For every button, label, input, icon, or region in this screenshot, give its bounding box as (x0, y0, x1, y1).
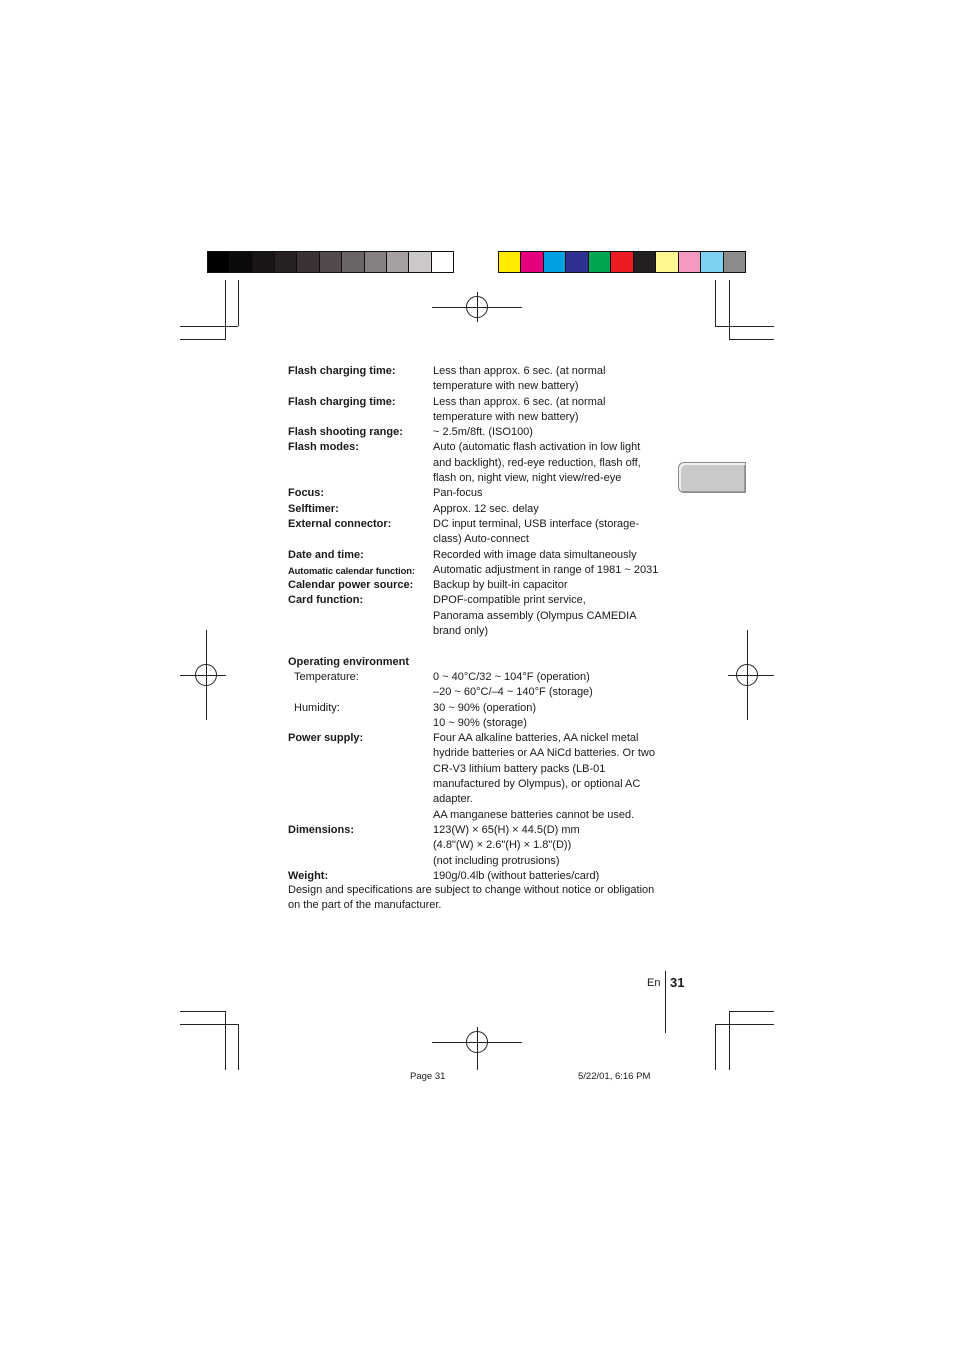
crop-mark (729, 1011, 774, 1012)
crop-mark (715, 1024, 774, 1025)
spec-value (433, 548, 678, 563)
spec-value (433, 731, 678, 823)
spec-value-line: Pan-focus (433, 487, 483, 500)
spec-label: External connector: (288, 517, 392, 530)
spec-value-line: and backlight), red-eye reduction, flash off, (433, 456, 641, 469)
spec-value (433, 639, 678, 654)
crop-mark (729, 1011, 730, 1070)
footer-page-label: Page 31 (410, 1071, 446, 1082)
spec-row (288, 502, 678, 517)
spec-value-line: AA manganese batteries cannot be used. (433, 808, 635, 821)
spec-value-line (433, 655, 678, 670)
spec-label: Date and time: (288, 548, 364, 561)
spec-value-line: (not including protrusions) (433, 854, 560, 867)
specifications-list (288, 364, 678, 884)
spec-row (288, 869, 678, 884)
spec-row (288, 701, 678, 732)
language-label: En (647, 977, 661, 989)
disclaimer-line: Design and specifications are subject to change without notice or obligation (288, 884, 655, 896)
spec-value-line: –20 ~ 60°C/–4 ~ 140°F (storage) (433, 686, 593, 699)
spec-value-line: Auto (automatic flash activation in low light (433, 441, 641, 454)
process-color-bar (498, 251, 746, 273)
section-tab (678, 462, 746, 493)
spec-value-line: class) Auto-connect (433, 533, 529, 546)
spec-label: Weight: (288, 869, 329, 882)
spec-value (433, 425, 678, 440)
color-swatch (611, 252, 633, 272)
spec-value-line: Approx. 12 sec. delay (433, 502, 539, 515)
spec-value (433, 593, 678, 639)
disclaimer-line: on the part of the manufacturer. (288, 899, 442, 912)
registration-circle (195, 664, 217, 686)
spec-row (288, 823, 678, 869)
spec-value-line (433, 639, 678, 654)
spec-label: Selftimer: (288, 502, 339, 515)
spec-value (433, 823, 678, 869)
spec-value (433, 364, 678, 395)
spec-label: Temperature: (294, 670, 359, 683)
spec-label: Operating environment (288, 655, 410, 668)
spec-value (433, 701, 678, 732)
page-number: 31 (670, 975, 685, 990)
spec-value-line: 10 ~ 90% (storage) (433, 716, 527, 729)
color-swatch (544, 252, 566, 272)
spec-row (288, 364, 678, 395)
spec-value-line: Less than approx. 6 sec. (at normal (433, 395, 606, 408)
spec-label: Power supply: (288, 732, 364, 745)
color-swatch (208, 252, 230, 272)
spec-value-line: Recorded with image data simultaneously (433, 548, 637, 561)
color-swatch (365, 252, 387, 272)
spec-row (288, 655, 678, 670)
color-swatch (320, 252, 342, 272)
spec-label: Automatic calendar function: (288, 564, 415, 576)
registration-circle (466, 296, 488, 318)
color-swatch (275, 252, 297, 272)
spec-value-line: hydride batteries or AA NiCd batteries. Or two (433, 747, 655, 760)
footer-timestamp: 5/22/01, 6:16 PM (578, 1071, 651, 1082)
spec-value-line: temperature with new battery) (433, 380, 579, 393)
spec-value (433, 440, 678, 486)
spec-value-line: 0 ~ 40°C/32 ~ 104°F (operation) (433, 670, 590, 683)
crop-mark (225, 1011, 226, 1070)
spec-value-line: flash on, night view, night view/red-eye (433, 472, 622, 485)
gray-color-bar (207, 251, 454, 273)
color-swatch (499, 252, 521, 272)
color-swatch (589, 252, 611, 272)
crop-mark (238, 1024, 239, 1070)
color-swatch (656, 252, 678, 272)
spec-label: Flash charging time: (288, 395, 396, 408)
spec-row (288, 440, 678, 486)
spec-value (433, 395, 678, 426)
spec-value-line: Four AA alkaline batteries, AA nickel metal (433, 732, 639, 745)
color-swatch (432, 252, 453, 272)
spec-value (433, 486, 678, 501)
page-number-divider (665, 971, 666, 1033)
spec-value (433, 563, 678, 578)
spec-value-line: Panorama assembly (Olympus CAMEDIA (433, 609, 637, 622)
spec-value-line: 30 ~ 90% (operation) (433, 701, 537, 714)
registration-circle (736, 664, 758, 686)
spec-value-line: ~ 2.5m/8ft. (ISO100) (433, 426, 533, 439)
spec-row (288, 578, 678, 593)
crop-mark (238, 280, 239, 326)
spec-row (288, 593, 678, 639)
spec-value-line: brand only) (433, 625, 489, 638)
crop-mark (715, 1024, 716, 1070)
spec-value (433, 670, 678, 701)
spec-label: Flash charging time: (288, 365, 396, 377)
spec-value-line: Backup by built-in capacitor (433, 579, 568, 592)
spec-value-line: DPOF-compatible print service, (433, 594, 586, 607)
color-swatch (521, 252, 543, 272)
registration-circle (466, 1031, 488, 1053)
spec-label: Flash modes: (288, 441, 359, 454)
spec-value-line: (4.8"(W) × 2.6"(H) × 1.8"(D)) (433, 839, 572, 852)
spec-value (433, 502, 678, 517)
crop-mark (180, 339, 225, 340)
spec-value (433, 869, 678, 884)
spec-value-line: manufactured by Olympus), or optional AC (433, 778, 641, 791)
spec-value-line: Less than approx. 6 sec. (at normal (433, 365, 606, 377)
spec-row (288, 395, 678, 426)
spec-value-line: adapter. (433, 793, 473, 806)
spec-value-line: Automatic adjustment in range of 1981 ~ 2031 (433, 563, 659, 576)
crop-mark (715, 326, 774, 327)
spec-label: Card function: (288, 594, 364, 607)
color-swatch (409, 252, 431, 272)
spec-value-line: 123(W) × 65(H) × 44.5(D) mm (433, 823, 580, 836)
spec-label: Humidity: (294, 701, 340, 714)
spec-label: Focus: (288, 487, 325, 500)
crop-mark (180, 1011, 225, 1012)
color-swatch (679, 252, 701, 272)
crop-mark (715, 280, 716, 326)
color-swatch (253, 252, 275, 272)
spec-value-line: CR-V3 lithium battery packs (LB-01 (433, 762, 606, 775)
disclaimer-note (288, 883, 654, 914)
spec-value-line: temperature with new battery) (433, 410, 579, 423)
crop-mark (729, 339, 774, 340)
spec-row (288, 639, 678, 654)
color-swatch (566, 252, 588, 272)
color-swatch (724, 252, 745, 272)
spec-row (288, 425, 678, 440)
spec-row (288, 563, 678, 578)
color-swatch (387, 252, 409, 272)
crop-mark (180, 326, 238, 327)
crop-mark (729, 280, 730, 340)
spec-value-line: DC input terminal, USB interface (storage- (433, 517, 640, 530)
color-swatch (297, 252, 319, 272)
spec-value (433, 655, 678, 670)
crop-mark (225, 280, 226, 340)
spec-value (433, 578, 678, 593)
spec-row (288, 548, 678, 563)
color-swatch (342, 252, 364, 272)
crop-mark (180, 1024, 238, 1025)
spec-label: Flash shooting range: (288, 426, 403, 439)
spec-row (288, 517, 678, 548)
spec-row (288, 731, 678, 823)
color-swatch (230, 252, 252, 272)
spec-label: Calendar power source: (288, 579, 414, 592)
spec-label (288, 639, 433, 654)
color-swatch (634, 252, 656, 272)
color-swatch (701, 252, 723, 272)
spec-value (433, 517, 678, 548)
spec-row (288, 670, 678, 701)
spec-label: Dimensions: (288, 823, 355, 836)
spec-row (288, 486, 678, 501)
spec-value-line: 190g/0.4lb (without batteries/card) (433, 869, 600, 882)
